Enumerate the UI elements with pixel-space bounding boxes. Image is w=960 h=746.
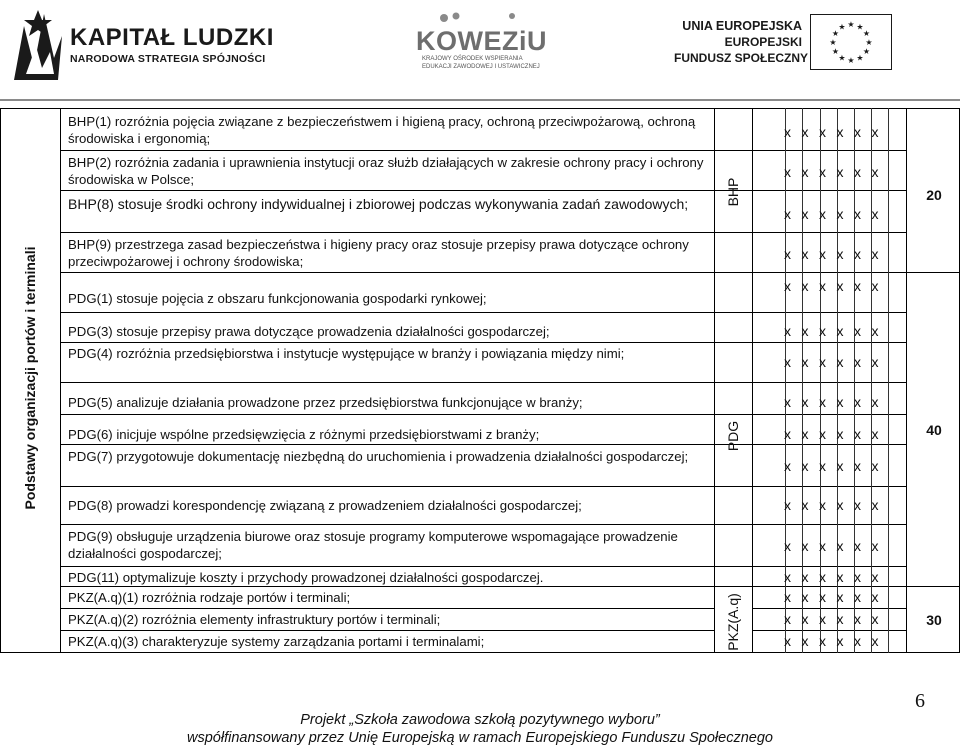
mark-cell: x — [819, 323, 826, 339]
mark-cell: x — [784, 246, 791, 262]
mark-cell: x — [871, 206, 879, 222]
mark-cell: x — [819, 633, 826, 649]
mark-cell: x — [871, 497, 879, 513]
row-marks — [784, 458, 894, 474]
mark-cell: x — [854, 278, 861, 294]
hours-pkz: 30 — [926, 612, 942, 628]
mark-cell: x — [801, 569, 809, 585]
eu-logo — [670, 12, 950, 82]
mark-cell: x — [784, 394, 791, 410]
row-line — [60, 486, 906, 487]
mark-cell: x — [871, 278, 879, 294]
row-marks — [784, 538, 894, 554]
mark-cell: x — [819, 538, 826, 554]
row-line — [60, 414, 906, 415]
mark-cell: x — [854, 394, 861, 410]
mark-cell: x — [836, 611, 844, 627]
mark-cell: x — [871, 124, 879, 140]
row-line — [60, 524, 906, 525]
curriculum-table — [0, 108, 960, 653]
eu-line3: FUNDUSZ SPOŁECZNY — [674, 51, 809, 65]
mark-cell: x — [819, 497, 826, 513]
mark-cell: x — [854, 497, 861, 513]
mark-cell: x — [854, 538, 861, 554]
mark-cell: x — [784, 633, 791, 649]
row-line — [60, 342, 906, 343]
requirement-text: BHP(9) przestrzega zasad bezpieczeństwa i higieny pracy oraz stosuje przepisy prawa dotyczące ochrony przeciwpożarowej i ochrony środowiska; — [68, 237, 689, 269]
mark-cell: x — [836, 458, 844, 474]
row-marks — [784, 206, 894, 222]
mark-cell: x — [819, 124, 826, 140]
mark-cell: x — [836, 569, 844, 585]
row-marks — [784, 323, 894, 339]
mark-cell: x — [784, 206, 791, 222]
mark-cell: x — [801, 611, 809, 627]
mark-cell: x — [871, 589, 879, 605]
row-line — [60, 608, 714, 609]
mark-cell: x — [784, 458, 791, 474]
row-marks — [784, 589, 894, 605]
svg-text:★: ★ — [856, 53, 864, 63]
mark-cell: x — [836, 323, 844, 339]
mark-cell: x — [871, 611, 879, 627]
mark-cell: x — [854, 611, 861, 627]
mark-cell: x — [784, 124, 791, 140]
requirement-text: PDG(7) przygotowuje dokumentację niezbędną do uruchomienia i prowadzenia działalności gospodarczej; — [68, 449, 689, 464]
svg-text:★: ★ — [838, 53, 846, 63]
group-code-pkz: PKZ(A.q) — [725, 593, 741, 651]
requirement-text: PDG(5) analizuje działania prowadzone przez przedsiębiorstwa funkcjonujące w branży; — [68, 395, 583, 410]
mark-cell: x — [819, 569, 826, 585]
row-line — [752, 608, 906, 609]
row-marks — [784, 633, 894, 649]
requirement-text: BHP(1) rozróżnia pojęcia związane z bezpieczeństwem i higieną pracy, ochroną przeciwpożarową, ochroną środowiska i ergonomią; — [68, 114, 696, 146]
mark-cell: x — [836, 394, 844, 410]
mark-cell: x — [871, 354, 879, 370]
eu-flag-icon — [810, 14, 892, 70]
row-line — [60, 150, 906, 151]
svg-text:★: ★ — [838, 22, 846, 32]
mark-cell: x — [836, 538, 844, 554]
mark-cell: x — [784, 278, 791, 294]
mark-cell: x — [871, 164, 879, 180]
mark-cell: x — [819, 394, 826, 410]
mark-cell: x — [854, 458, 861, 474]
kapital-ludzki-emblem-icon — [8, 6, 66, 84]
mark-cell: x — [819, 206, 826, 222]
mark-cell: x — [871, 323, 879, 339]
row-marks — [784, 278, 894, 294]
svg-text:★: ★ — [831, 29, 840, 38]
kowezu-logo — [416, 8, 576, 78]
mark-cell: x — [836, 278, 844, 294]
row-line — [60, 382, 906, 383]
kapital-ludzki-subtitle: NARODOWA STRATEGIA SPÓJNOŚCI — [70, 53, 266, 65]
mark-cell: x — [784, 569, 791, 585]
group-line-bhp — [60, 272, 960, 273]
requirement-text: PDG(4) rozróżnia przedsiębiorstwa i instytucje występujące w branży i powiązania między nimi; — [68, 346, 625, 361]
mark-cell: x — [819, 611, 826, 627]
requirement-text: PDG(9) obsługuje urządzenia biurowe oraz stosuje programy komputerowe wspomagające prowadzenie działalności gospodarczej; — [68, 529, 678, 561]
mark-cell: x — [836, 246, 844, 262]
hours-bhp: 20 — [926, 187, 942, 203]
kowezu-line1: KRAJOWY OŚRODEK WSPIERANIA — [422, 56, 523, 62]
requirement-text: PDG(1) stosuje pojęcia z obszaru funkcjonowania gospodarki rynkowej; — [68, 291, 487, 306]
requirement-text: PDG(8) prowadzi korespondencję związaną z prowadzeniem działalności gospodarczej; — [68, 498, 582, 513]
group-code-pdg: PDG — [725, 420, 741, 452]
kapital-ludzki-logo — [8, 6, 274, 86]
mark-cell: x — [784, 426, 791, 442]
svg-text:★: ★ — [847, 20, 855, 29]
page-header — [0, 0, 960, 100]
requirement-text: PKZ(A.q)(3) charakteryzuje systemy zarządzania portami i terminalami; — [68, 634, 485, 649]
mark-cell: x — [871, 569, 879, 585]
row-line — [752, 630, 906, 631]
svg-text:★: ★ — [862, 47, 871, 56]
mark-cell: x — [784, 538, 791, 554]
page-number: 6 — [915, 690, 925, 712]
row-line — [60, 444, 906, 445]
mark-cell: x — [871, 246, 879, 262]
row-marks — [784, 164, 894, 180]
mark-cell: x — [784, 611, 791, 627]
row-marks — [784, 611, 894, 627]
svg-text:★: ★ — [865, 38, 873, 47]
mark-cell: x — [819, 458, 826, 474]
eu-line2: EUROPEJSKI — [724, 35, 802, 49]
mark-cell: x — [819, 354, 826, 370]
svg-text:★: ★ — [847, 56, 855, 65]
mark-cell: x — [836, 589, 844, 605]
mark-cell: x — [801, 354, 809, 370]
mark-cell: x — [801, 246, 809, 262]
side-label: Podstawy organizacji portów i terminali — [22, 246, 38, 510]
row-line — [60, 312, 906, 313]
mark-cell: x — [836, 426, 844, 442]
mark-cell: x — [854, 164, 861, 180]
table-left-border — [0, 108, 1, 653]
mark-cell: x — [801, 589, 809, 605]
row-marks — [784, 394, 894, 410]
requirement-text: PDG(3) stosuje przepisy prawa dotyczące prowadzenia działalności gospodarczej; — [68, 324, 550, 339]
requirement-text: PDG(6) inicjuje wspólne przedsięwzięcia z różnymi przedsiębiorstwami z branży; — [68, 427, 540, 442]
mark-cell: x — [836, 124, 844, 140]
mark-cell: x — [854, 633, 861, 649]
mark-cell: x — [801, 394, 809, 410]
row-marks — [784, 246, 894, 262]
eu-text-block — [674, 18, 809, 66]
mark-cell: x — [871, 394, 879, 410]
mark-cell: x — [784, 497, 791, 513]
mark-cell: x — [871, 458, 879, 474]
mark-cell: x — [819, 589, 826, 605]
group-code-bhp: BHP — [725, 177, 741, 207]
table-top-border — [0, 108, 960, 109]
footer-project-line: Projekt „Szkoła zawodowa szkołą pozytywnego wyboru” — [300, 712, 660, 728]
mark-cell: x — [819, 426, 826, 442]
kapital-ludzki-title: KAPITAŁ LUDZKI — [70, 24, 274, 51]
marks-column-divider — [906, 108, 907, 653]
svg-text:★: ★ — [862, 29, 871, 38]
mark-cell: x — [784, 164, 791, 180]
svg-text:★: ★ — [831, 47, 840, 56]
requirement-text: PDG(11) optymalizuje koszty i przychody prowadzonej działalności gospodarczej. — [68, 570, 544, 585]
row-marks — [784, 497, 894, 513]
mark-cell: x — [801, 124, 809, 140]
mark-cell: x — [854, 206, 861, 222]
mark-cell: x — [854, 569, 861, 585]
mark-cell: x — [801, 323, 809, 339]
mark-cell: x — [854, 246, 861, 262]
mark-cell: x — [836, 164, 844, 180]
kowezu-line2: EDUKACJI ZAWODOWEJ I USTAWICZNEJ — [422, 64, 540, 70]
mark-cell: x — [854, 323, 861, 339]
mark-cell: x — [854, 354, 861, 370]
mark-cell: x — [871, 633, 879, 649]
row-line — [60, 566, 906, 567]
mark-cell: x — [801, 426, 809, 442]
mark-cell: x — [819, 278, 826, 294]
mark-cell: x — [801, 164, 809, 180]
row-marks — [784, 354, 894, 370]
requirement-text: PKZ(A.q)(1) rozróżnia rodzaje portów i terminali; — [68, 590, 351, 605]
mark-cell: x — [836, 497, 844, 513]
mark-cell: x — [801, 497, 809, 513]
mark-cell: x — [871, 426, 879, 442]
row-line — [60, 232, 906, 233]
row-line — [60, 190, 906, 191]
header-divider — [0, 99, 960, 101]
mark-cell: x — [784, 354, 791, 370]
requirement-text: PKZ(A.q)(2) rozróżnia elementy infrastruktury portów i terminali; — [68, 612, 441, 627]
mark-cell: x — [836, 206, 844, 222]
kowezu-name: KOWEZiU — [416, 26, 547, 56]
mark-cell: x — [801, 538, 809, 554]
requirement-text: BHP(2) rozróżnia zadania i uprawnienia instytucji oraz służb działających w zakresie ochrony pracy i ochrony środowiska w Polsce; — [68, 155, 704, 187]
mark-cell: x — [854, 426, 861, 442]
mark-cell: x — [854, 589, 861, 605]
hours-pdg: 40 — [926, 422, 942, 438]
svg-text:★: ★ — [856, 22, 864, 32]
mark-cell: x — [784, 589, 791, 605]
mark-cell: x — [871, 538, 879, 554]
mark-cell: x — [836, 633, 844, 649]
row-line — [60, 630, 714, 631]
footer-funding-line: współfinansowany przez Unię Europejską w ramach Europejskiego Funduszu Społecznego — [187, 730, 773, 746]
row-marks — [784, 426, 894, 442]
row-marks — [784, 124, 894, 140]
mark-cell: x — [836, 354, 844, 370]
mark-cell: x — [819, 246, 826, 262]
eu-line1: UNIA EUROPEJSKA — [682, 19, 802, 33]
group-line-pdg — [60, 586, 960, 587]
mark-cell: x — [801, 278, 809, 294]
requirement-text: BHP(8) stosuje środki ochrony indywidualnej i zbiorowej podczas wykonywania zadań zawodowych; — [68, 196, 689, 212]
mark-cell: x — [819, 164, 826, 180]
row-marks — [784, 569, 894, 585]
table-bottom-border — [0, 652, 960, 653]
mark-cell: x — [801, 206, 809, 222]
mark-cell: x — [854, 124, 861, 140]
mark-cell: x — [784, 323, 791, 339]
mark-cell: x — [801, 633, 809, 649]
svg-text:★: ★ — [829, 38, 837, 47]
mark-cell: x — [801, 458, 809, 474]
